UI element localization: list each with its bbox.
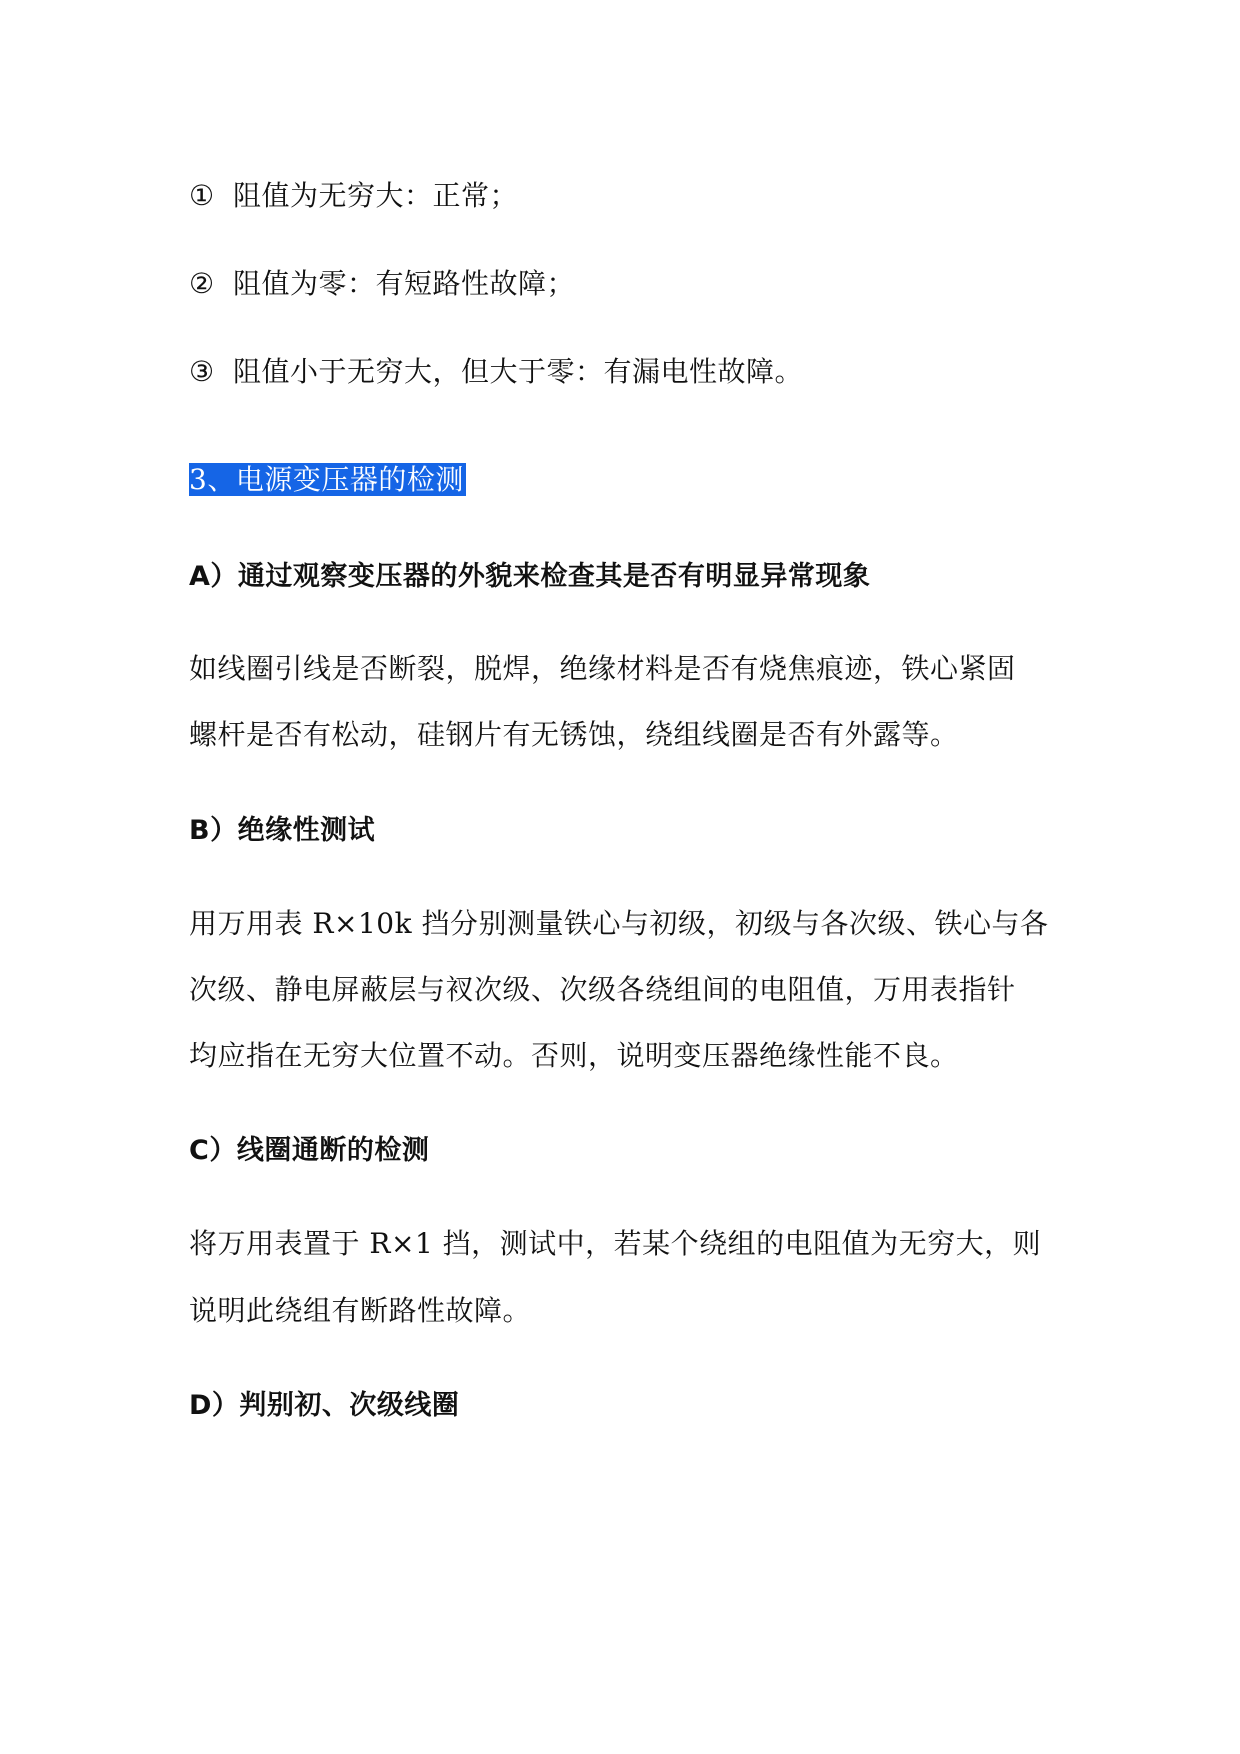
- list-item-text: 阻值为无穷大：正常；: [233, 179, 519, 212]
- section-a-heading: A）通过观察变压器的外貌来检查其是否有明显异常现象: [189, 561, 871, 592]
- paragraph-line: 说明此绕组有断路性故障。: [189, 1294, 532, 1327]
- paragraph-line: 均应指在无穷大位置不动。否则，说明变压器绝缘性能不良。: [189, 1039, 959, 1072]
- paragraph-line: 用万用表 R×10k 挡分别测量铁心与初级，初级与各次级、铁心与各: [189, 907, 1049, 940]
- list-item-text: 阻值小于无穷大，但大于零：有漏电性故障。: [233, 355, 804, 388]
- paragraph-line: 次级、静电屏蔽层与衩次级、次级各绕组间的电阻值，万用表指针: [189, 973, 1016, 1006]
- section-b-heading: B）绝缘性测试: [189, 815, 376, 846]
- paragraph-line: 螺杆是否有松动，硅钢片有无锈蚀，绕组线圈是否有外露等。: [189, 718, 959, 751]
- list-marker: ①: [189, 179, 215, 212]
- selected-heading-text[interactable]: 3、电源变压器的检测: [189, 463, 464, 496]
- list-item: [189, 352, 803, 392]
- list-item: [189, 264, 575, 304]
- paragraph-line: 如线圈引线是否断裂，脱焊，绝缘材料是否有烧焦痕迹，铁心紧固: [189, 652, 1016, 685]
- section-c-heading: C）线圈通断的检测: [189, 1135, 430, 1166]
- list-marker: ③: [189, 355, 215, 388]
- list-item-text: 阻值为零：有短路性故障；: [233, 267, 576, 300]
- list-item: [189, 176, 518, 216]
- section-d-heading: D）判别初、次级线圈: [189, 1390, 460, 1421]
- paragraph-line: 将万用表置于 R×1 挡，测试中，若某个绕组的电阻值为无穷大，则: [189, 1227, 1042, 1260]
- section-heading: [189, 460, 466, 500]
- list-marker: ②: [189, 267, 215, 300]
